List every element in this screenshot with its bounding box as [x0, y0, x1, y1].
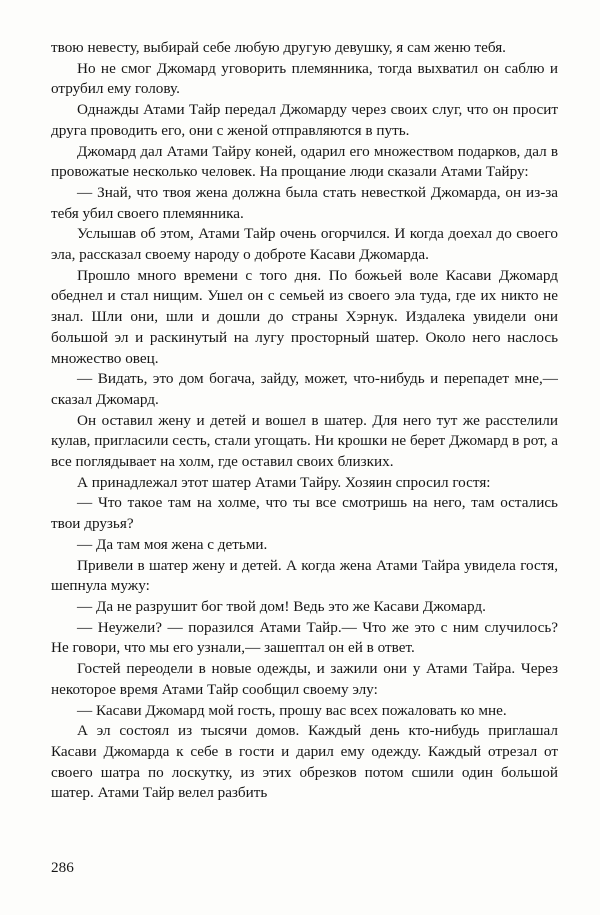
paragraph: — Да там моя жена с детьми. [77, 535, 268, 553]
paragraph: — Касави Джомард мой гость, прошу вас всех пожаловать ко мне. [77, 701, 507, 719]
page-number: 286 [51, 859, 74, 876]
paragraph: А эл состоял из тысячи домов. Каждый день кто-нибудь приглашал Касави Джомарда к себе в гости и дарил ему одежду. Каждый отрезал от своего шатра по лоскутку, из этих обрезков потом сшили один большой шатер. Атами Тайр велел разбить [51, 722, 558, 802]
page-text [51, 38, 558, 804]
paragraph: Привели в шатер жену и детей. А когда жена Атами Тайра увидела гостя, шепнула мужу: [51, 556, 558, 595]
paragraph: Он оставил жену и детей и вошел в шатер. Для него тут же расстелили кулав, пригласили сесть, стали угощать. Ни крошки не берет Джомард в рот, а все поглядывает на холм, где оставил своих близких. [51, 411, 558, 471]
paragraph: твою невесту, выбирай себе любую другую девушку, я сам женю тебя. [51, 39, 506, 56]
paragraph: — Да не разрушит бог твой дом! Ведь это же Касави Джомард. [77, 597, 486, 615]
paragraph: Прошло много времени с того дня. По божьей воле Касави Джомард обеднел и стал нищим. Ушел он с семьей из своего эла туда, где их никто не знал. Шли они, шли и дошли до страны Хэрнук. Издалека увидели они большой эл и раскинутый на лугу просторный шатер. Около него наслось множество овец. [51, 266, 558, 367]
paragraph: Однажды Атами Тайр передал Джомарду через своих слуг, что он просит друга проводить его, они с женой отправляются в путь. [51, 101, 558, 139]
paragraph: Гостей переодели в новые одежды, и зажили они у Атами Тайра. Через некоторое время Атами Тайр сообщил своему элу: [51, 660, 558, 698]
paragraph: — Видать, это дом богача, зайду, может, что-нибудь и перепадет мне,— сказал Джомард. [51, 370, 558, 408]
paragraph: — Что такое там на холме, что ты все смотришь на него, там остались твои друзья? [51, 494, 558, 533]
paragraph: Услышав об этом, Атами Тайр очень огорчился. И когда доехал до своего эла, рассказал своему народу о доброте Касави Джомарда. [51, 225, 558, 264]
paragraph: — Неужели? — поразился Атами Тайр.— Что же это с ним случилось? Не говори, что мы его узнали,— зашептал он ей в ответ. [51, 618, 558, 657]
paragraph: Но не смог Джомард уговорить племянника, тогда выхватил он саблю и отрубил ему голову. [51, 59, 558, 98]
paragraph: Джомард дал Атами Тайру коней, одарил его множеством подарков, дал в провожатые несколько человек. На прощание люди сказали Атами Тайру: [51, 142, 558, 181]
paragraph: — Знай, что твоя жена должна была стать невесткой Джомарда, он из-за тебя убил своего племянника. [51, 183, 558, 222]
paragraph: А принадлежал этот шатер Атами Тайру. Хозяин спросил гостя: [77, 473, 491, 491]
